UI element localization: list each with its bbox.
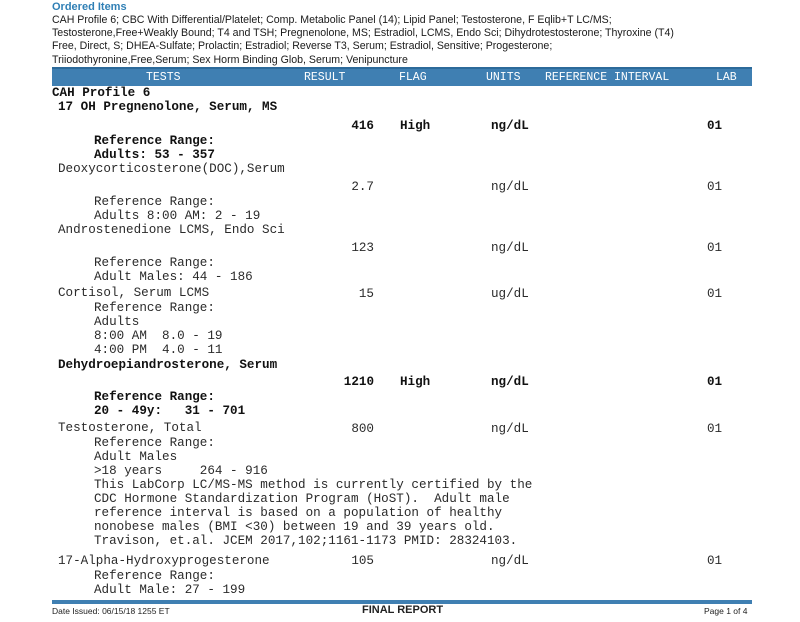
- test-name-row: [0, 554, 800, 569]
- reference-range-line: [0, 209, 800, 224]
- reference-text: 20 - 49y: 31 - 701: [94, 404, 246, 418]
- test-result-row: [0, 287, 800, 302]
- test-name: 17 OH Pregnenolone, Serum, MS: [58, 100, 278, 114]
- reference-text: Reference Range:: [94, 301, 215, 315]
- units-value: ug/dL: [491, 287, 529, 301]
- test-result-row: [0, 119, 800, 134]
- ordered-items-line: Triiodothyronine,Free,Serum; Sex Horm Binding Glob, Serum; Venipuncture: [52, 53, 408, 66]
- reference-text: Reference Range:: [94, 195, 215, 209]
- reference-range-line: [0, 343, 800, 358]
- reference-range-line: [0, 301, 800, 316]
- result-value: 1210: [343, 375, 374, 389]
- column-header-result: RESULT: [304, 71, 346, 84]
- result-value: 416: [351, 119, 374, 133]
- reference-range-line: [0, 195, 800, 210]
- result-value: 800: [351, 422, 374, 436]
- reference-text: Reference Range:: [94, 436, 215, 450]
- date-issued: Date Issued: 06/15/18 1255 ET: [52, 606, 170, 616]
- reference-text: This LabCorp LC/MS-MS method is currently certified by the: [94, 478, 533, 492]
- column-header-units: UNITS: [486, 71, 521, 84]
- results-table-header: [52, 67, 752, 86]
- units-value: ng/dL: [491, 119, 529, 133]
- units-value: ng/dL: [491, 241, 529, 255]
- reference-text: Adult Male: 27 - 199: [94, 583, 246, 597]
- reference-range-line: [0, 569, 800, 584]
- reference-text: 4:00 PM 4.0 - 11: [94, 343, 223, 357]
- reference-text: Adults 8:00 AM: 2 - 19: [94, 209, 261, 223]
- lab-code: 01: [707, 422, 723, 436]
- report-status: FINAL REPORT: [362, 604, 444, 616]
- panel-title: [0, 86, 800, 101]
- reference-text: Adult Males: 44 - 186: [94, 270, 253, 284]
- units-value: ng/dL: [491, 375, 529, 389]
- reference-range-line: [0, 492, 800, 507]
- test-name: Deoxycorticosterone(DOC),Serum: [58, 162, 285, 176]
- reference-range-line: [0, 506, 800, 521]
- reference-text: Travison, et.al. JCEM 2017,102;1161-1173 PMID: 28324103.: [94, 534, 518, 548]
- test-result-row: [0, 422, 800, 437]
- test-result-row: [0, 180, 800, 195]
- units-value: ng/dL: [491, 180, 529, 194]
- reference-text: Reference Range:: [94, 256, 215, 270]
- flag-badge: High: [400, 375, 431, 389]
- reference-range-line: [0, 534, 800, 549]
- reference-text: CDC Hormone Standardization Program (HoST). Adult male: [94, 492, 510, 506]
- reference-range-line: [0, 450, 800, 465]
- reference-text: Reference Range:: [94, 390, 215, 404]
- reference-text: 8:00 AM 8.0 - 19: [94, 329, 223, 343]
- reference-range-line: [0, 464, 800, 479]
- ordered-items-line: CAH Profile 6; CBC With Differential/Platelet; Comp. Metabolic Panel (14); Lipid Panel; Testosterone, F Eqlib+T LC/MS;: [52, 14, 612, 26]
- reference-text: Reference Range:: [94, 134, 215, 148]
- test-name: Androstenedione LCMS, Endo Sci: [58, 223, 285, 237]
- result-value: 123: [351, 241, 374, 255]
- test-result-row: [0, 241, 800, 256]
- lab-code: 01: [707, 554, 723, 568]
- result-value: 15: [358, 287, 374, 301]
- reference-range-line: [0, 478, 800, 493]
- page-number: Page 1 of 4: [704, 606, 748, 616]
- column-header-lab: LAB: [716, 71, 737, 84]
- flag-badge: High: [400, 119, 431, 133]
- lab-code: 01: [707, 241, 723, 255]
- ordered-items-title: Ordered Items: [52, 1, 127, 13]
- test-name: Dehydroepiandrosterone, Serum: [58, 358, 278, 372]
- test-name-row: [0, 223, 800, 238]
- reference-text: >18 years 264 - 916: [94, 464, 268, 478]
- test-name: Cortisol, Serum LCMS: [58, 286, 210, 300]
- lab-code: 01: [707, 180, 723, 194]
- panel-name: CAH Profile 6: [52, 86, 151, 100]
- reference-text: Adults: [94, 315, 140, 329]
- reference-range-line: [0, 270, 800, 285]
- reference-text: reference interval is based on a population of healthy: [94, 506, 503, 520]
- reference-range-line: [0, 583, 800, 598]
- reference-range-line: [0, 315, 800, 330]
- test-name-row: [0, 358, 800, 373]
- reference-text: nonobese males (BMI <30) between 19 and 39 years old.: [94, 520, 495, 534]
- units-value: ng/dL: [491, 554, 529, 568]
- reference-range-line: [0, 520, 800, 535]
- ordered-items-section: [52, 0, 772, 67]
- reference-range-line: [0, 148, 800, 163]
- result-value: 2.7: [351, 180, 374, 194]
- test-name-row: [0, 100, 800, 115]
- result-value: 105: [351, 554, 374, 568]
- test-result-row: [0, 375, 800, 390]
- column-header-reference-interval: REFERENCE INTERVAL: [545, 71, 670, 84]
- reference-text: Reference Range:: [94, 569, 215, 583]
- reference-range-line: [0, 390, 800, 405]
- column-header-tests: TESTS: [146, 71, 181, 84]
- ordered-items-line: Testosterone,Free+Weakly Bound; T4 and TSH; Pregnenolone, MS; Estradiol, LCMS, Endo Sci; Dihydrotestosterone; Thyroxine (T4): [52, 27, 674, 40]
- reference-range-line: [0, 404, 800, 419]
- ordered-items-line: Free, Direct, S; DHEA-Sulfate; Prolactin; Estradiol; Reverse T3, Serum; Estradiol, Sensitive; Progesterone;: [52, 40, 553, 53]
- test-name: 17-Alpha-Hydroxyprogesterone: [58, 554, 270, 568]
- lab-code: 01: [707, 375, 723, 389]
- reference-text: Adult Males: [94, 450, 178, 464]
- column-header-flag: FLAG: [399, 71, 427, 84]
- reference-text: Adults: 53 - 357: [94, 148, 215, 162]
- units-value: ng/dL: [491, 422, 529, 436]
- test-name-row: [0, 162, 800, 177]
- reference-range-line: [0, 134, 800, 149]
- reference-range-line: [0, 329, 800, 344]
- lab-code: 01: [707, 119, 723, 133]
- test-name: Testosterone, Total: [58, 421, 202, 435]
- reference-range-line: [0, 436, 800, 451]
- reference-range-line: [0, 256, 800, 271]
- lab-code: 01: [707, 287, 723, 301]
